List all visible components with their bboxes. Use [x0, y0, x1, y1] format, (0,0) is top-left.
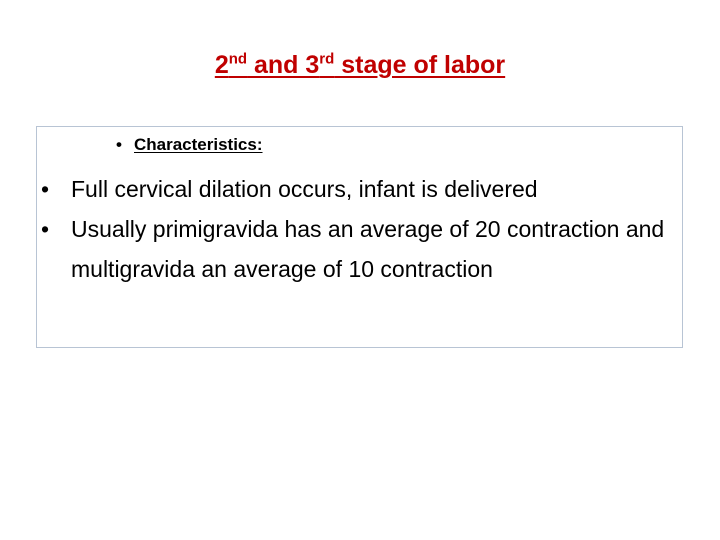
slide-title — [0, 52, 720, 80]
sub-heading-bullet: • — [116, 135, 122, 154]
bullet-text: Full cervical dilation occurs, infant is delivered — [71, 176, 538, 202]
title-superscript-2: rd — [319, 50, 335, 68]
content-box — [36, 126, 683, 348]
bullet-marker: • — [41, 216, 50, 242]
title-superscript-1: nd — [228, 50, 248, 68]
title-part-2: and 3 — [247, 51, 320, 79]
title-part-1: 2 — [214, 51, 229, 79]
bullet-item — [37, 209, 677, 289]
bullet-item — [37, 169, 677, 209]
bullet-list — [37, 169, 677, 289]
sub-heading-label: Characteristics: — [134, 135, 263, 154]
title-part-3: stage of labor — [334, 51, 506, 79]
bullet-text: Usually primigravida has an average of 20 contraction and multigravida an average of 10 contraction — [71, 216, 665, 282]
sub-heading — [116, 135, 263, 155]
bullet-marker: • — [41, 176, 50, 202]
